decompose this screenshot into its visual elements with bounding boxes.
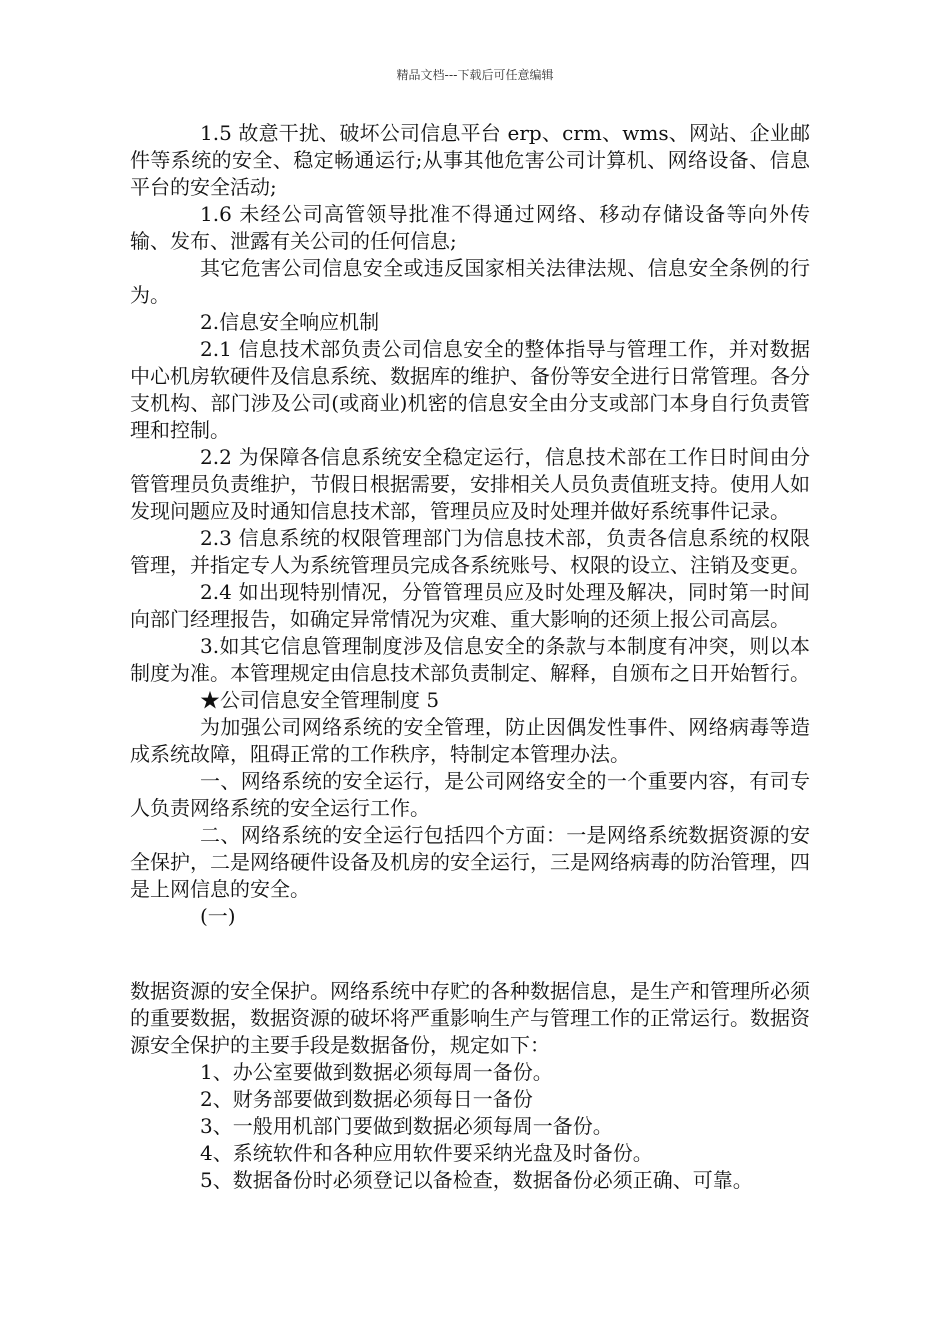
section-title: ★公司信息安全管理制度 5 (200, 688, 440, 712)
paragraph-point-one: 一、网络系统的安全运行，是公司网络安全的一个重要内容，有司专人负责网络系统的安全运行工作。 (130, 769, 810, 820)
spacer (130, 930, 810, 978)
paragraph-3: 3.如其它信息管理制度涉及信息安全的条款与本制度有冲突，则以本制度为准。本管理规定由信息技术部负责制定、解释，自颁布之日开始暂行。 (130, 634, 810, 685)
list-item: 1、办公室要做到数据必须每周一备份。 (200, 1060, 553, 1084)
paragraph-data-protection: 数据资源的安全保护。网络系统中存贮的各种数据信息，是生产和管理所必须的重要数据，数据资源的破坏将严重影响生产与管理工作的正常运行。数据资源安全保护的主要手段是数据备份，规定如下： (130, 979, 810, 1057)
page-header: 精品文档---下载后可任意编辑 (396, 68, 554, 82)
paragraph-2-4: 2.4 如出现特别情况，分管管理员应及时处理及解决，同时第一时间向部门经理报告，如确定异常情况为灾难、重大影响的还须上报公司高层。 (130, 580, 810, 631)
backup-rules-list (130, 1059, 810, 1194)
heading-response-mechanism: 2.信息安全响应机制 (200, 310, 380, 334)
document-body (130, 120, 810, 1194)
paragraph-intro: 为加强公司网络系统的安全管理，防止因偶发性事件、网络病毒等造成系统故障，阻碍正常的工作秩序，特制定本管理办法。 (130, 715, 810, 766)
paragraph-2-2: 2.2 为保障各信息系统安全稳定运行，信息技术部在工作日时间由分管管理员负责维护，节假日根据需要，安排相关人员负责值班支持。使用人如发现问题应及时通知信息技术部，管理员应及时处理并做好系统事件记录。 (130, 445, 810, 523)
paragraph-1-5: 1.5 故意干扰、破坏公司信息平台 erp、crm、wms、网站、企业邮件等系统的安全、稳定畅通运行;从事其他危害公司计算机、网络设备、信息平台的安全活动; (130, 121, 810, 199)
subsection-marker: (一) (200, 904, 236, 928)
list-item: 3、一般用机部门要做到数据必须每周一备份。 (200, 1114, 613, 1138)
paragraph-2-3: 2.3 信息系统的权限管理部门为信息技术部，负责各信息系统的权限管理，并指定专人为系统管理员完成各系统账号、权限的设立、注销及变更。 (130, 526, 810, 577)
paragraph-1-6: 1.6 未经公司高管领导批准不得通过网络、移动存储设备等向外传输、发布、泄露有关公司的任何信息; (130, 202, 810, 253)
list-item: 5、数据备份时必须登记以备检查，数据备份必须正确、可靠。 (200, 1168, 753, 1192)
list-item: 4、系统软件和各种应用软件要采纳光盘及时备份。 (200, 1141, 653, 1165)
paragraph-point-two: 二、网络系统的安全运行包括四个方面：一是网络系统数据资源的安全保护，二是网络硬件设备及机房的安全运行，三是网络病毒的防治管理，四是上网信息的安全。 (130, 823, 810, 901)
list-item: 2、财务部要做到数据必须每日一备份 (200, 1087, 533, 1111)
paragraph-other-harm: 其它危害公司信息安全或违反国家相关法律法规、信息安全条例的行为。 (130, 256, 810, 307)
paragraph-2-1: 2.1 信息技术部负责公司信息安全的整体指导与管理工作，并对数据中心机房软硬件及信息系统、数据库的维护、备份等安全进行日常管理。各分支机构、部门涉及公司(或商业)机密的信息安全由分支或部门本身自行负责管理和控制。 (130, 337, 810, 442)
